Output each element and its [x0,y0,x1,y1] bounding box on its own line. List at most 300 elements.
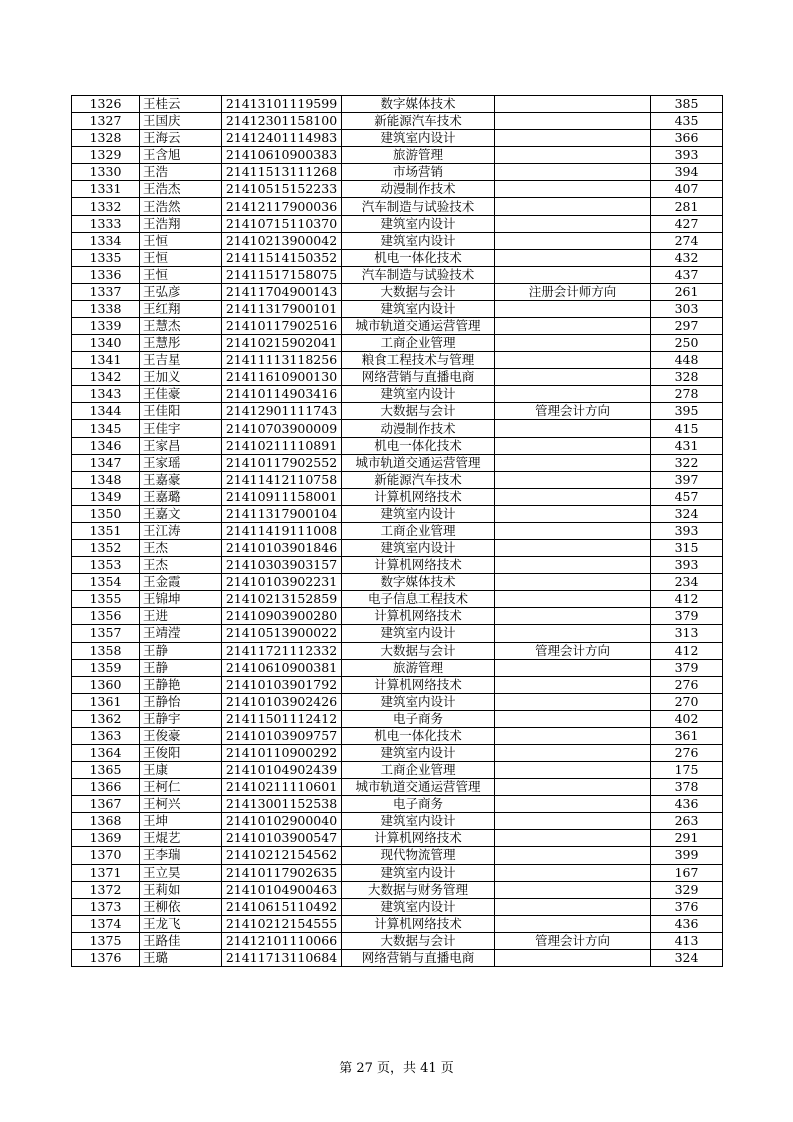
major-cell: 计算机网络技术 [342,676,495,693]
student-name-cell: 王柯兴 [140,796,222,813]
row-number-cell: 1358 [72,642,140,659]
major-cell: 建筑室内设计 [342,300,495,317]
row-number-cell: 1359 [72,659,140,676]
student-name-cell: 王静怡 [140,693,222,710]
direction-cell [495,591,651,608]
score-cell: 376 [651,898,723,915]
direction-cell [495,335,651,352]
student-name-cell: 王静 [140,642,222,659]
table-row [72,540,723,557]
student-name-cell: 王恒 [140,266,222,283]
exam-id-cell: 21411704900143 [222,283,342,300]
major-cell: 建筑室内设计 [342,864,495,881]
exam-id-cell: 21410103902426 [222,693,342,710]
major-cell: 计算机网络技术 [342,915,495,932]
score-cell: 448 [651,352,723,369]
table-row [72,642,723,659]
exam-id-cell: 21410703900009 [222,420,342,437]
row-number-cell: 1342 [72,369,140,386]
major-cell: 建筑室内设计 [342,693,495,710]
direction-cell: 管理会计方向 [495,932,651,949]
roster-body [72,96,723,967]
major-cell: 现代物流管理 [342,847,495,864]
major-cell: 工商企业管理 [342,762,495,779]
table-row [72,676,723,693]
exam-id-cell: 21410104900463 [222,881,342,898]
direction-cell [495,659,651,676]
row-number-cell: 1356 [72,608,140,625]
table-row [72,522,723,539]
direction-cell [495,181,651,198]
table-row [72,949,723,966]
score-cell: 263 [651,813,723,830]
exam-id-cell: 21410515152233 [222,181,342,198]
direction-cell [495,796,651,813]
major-cell: 大数据与会计 [342,403,495,420]
exam-id-cell: 21410610900383 [222,147,342,164]
row-number-cell: 1330 [72,164,140,181]
exam-id-cell: 21411317900104 [222,505,342,522]
exam-id-cell: 21411501112412 [222,710,342,727]
table-row [72,198,723,215]
student-name-cell: 王柯仁 [140,779,222,796]
exam-id-cell: 21410212154555 [222,915,342,932]
exam-id-cell: 21412301158100 [222,113,342,130]
exam-id-cell: 21410103900547 [222,830,342,847]
table-row [72,249,723,266]
exam-id-cell: 21411713110684 [222,949,342,966]
score-cell: 393 [651,147,723,164]
table-row [72,232,723,249]
student-name-cell: 王恒 [140,249,222,266]
row-number-cell: 1373 [72,898,140,915]
student-name-cell: 王江涛 [140,522,222,539]
row-number-cell: 1357 [72,625,140,642]
direction-cell [495,300,651,317]
major-cell: 大数据与会计 [342,932,495,949]
major-cell: 建筑室内设计 [342,540,495,557]
table-row [72,744,723,761]
major-cell: 计算机网络技术 [342,557,495,574]
score-cell: 322 [651,454,723,471]
row-number-cell: 1350 [72,505,140,522]
student-name-cell: 王靖滢 [140,625,222,642]
student-name-cell: 王桂云 [140,96,222,113]
table-row [72,266,723,283]
direction-cell [495,522,651,539]
table-row [72,96,723,113]
score-cell: 427 [651,215,723,232]
major-cell: 网络营销与直播电商 [342,949,495,966]
score-cell: 436 [651,796,723,813]
table-row [72,369,723,386]
direction-cell [495,949,651,966]
score-cell: 378 [651,779,723,796]
exam-id-cell: 21410114903416 [222,386,342,403]
score-cell: 291 [651,830,723,847]
direction-cell [495,386,651,403]
student-name-cell: 王家瑶 [140,454,222,471]
student-name-cell: 王浩然 [140,198,222,215]
score-cell: 276 [651,676,723,693]
student-name-cell: 王康 [140,762,222,779]
direction-cell [495,215,651,232]
score-cell: 412 [651,591,723,608]
exam-id-cell: 21410117902552 [222,454,342,471]
student-name-cell: 王慧杰 [140,318,222,335]
score-cell: 457 [651,488,723,505]
major-cell: 市场营销 [342,164,495,181]
row-number-cell: 1349 [72,488,140,505]
exam-id-cell: 21412401114983 [222,130,342,147]
table-row [72,659,723,676]
direction-cell [495,608,651,625]
student-name-cell: 王恒 [140,232,222,249]
table-row [72,300,723,317]
student-name-cell: 王杰 [140,540,222,557]
direction-cell [495,574,651,591]
exam-id-cell: 21410211110601 [222,779,342,796]
student-name-cell: 王立昊 [140,864,222,881]
direction-cell [495,198,651,215]
exam-id-cell: 21411513111268 [222,164,342,181]
direction-cell [495,898,651,915]
direction-cell [495,830,651,847]
exam-id-cell: 21410103909757 [222,727,342,744]
table-row [72,881,723,898]
student-name-cell: 王坤 [140,813,222,830]
exam-id-cell: 21410513900022 [222,625,342,642]
table-row [72,403,723,420]
row-number-cell: 1338 [72,300,140,317]
row-number-cell: 1353 [72,557,140,574]
table-row [72,625,723,642]
table-row [72,420,723,437]
table-row [72,864,723,881]
score-cell: 167 [651,864,723,881]
row-number-cell: 1326 [72,96,140,113]
row-number-cell: 1327 [72,113,140,130]
table-row [72,283,723,300]
student-name-cell: 王海云 [140,130,222,147]
student-name-cell: 王莉如 [140,881,222,898]
exam-id-cell: 21410103901846 [222,540,342,557]
direction-cell [495,540,651,557]
exam-id-cell: 21413101119599 [222,96,342,113]
exam-id-cell: 21411610900130 [222,369,342,386]
row-number-cell: 1331 [72,181,140,198]
row-number-cell: 1370 [72,847,140,864]
exam-id-cell: 21410213152859 [222,591,342,608]
row-number-cell: 1348 [72,471,140,488]
direction-cell [495,249,651,266]
table-row [72,915,723,932]
table-row [72,727,723,744]
student-name-cell: 王嘉文 [140,505,222,522]
roster-table [71,95,723,967]
direction-cell [495,232,651,249]
table-row [72,591,723,608]
row-number-cell: 1361 [72,693,140,710]
student-name-cell: 王浩翔 [140,215,222,232]
table-row [72,454,723,471]
major-cell: 网络营销与直播电商 [342,369,495,386]
table-row [72,762,723,779]
score-cell: 437 [651,266,723,283]
row-number-cell: 1339 [72,318,140,335]
student-name-cell: 王静宇 [140,710,222,727]
table-row [72,796,723,813]
exam-id-cell: 21413001152538 [222,796,342,813]
table-row [72,113,723,130]
direction-cell [495,130,651,147]
table-row [72,386,723,403]
major-cell: 工商企业管理 [342,522,495,539]
score-cell: 394 [651,164,723,181]
row-number-cell: 1328 [72,130,140,147]
exam-id-cell: 21411412110758 [222,471,342,488]
table-row [72,710,723,727]
student-name-cell: 王含旭 [140,147,222,164]
major-cell: 粮食工程技术与管理 [342,352,495,369]
row-number-cell: 1347 [72,454,140,471]
direction-cell [495,352,651,369]
exam-id-cell: 21410103902231 [222,574,342,591]
exam-id-cell: 21410903900280 [222,608,342,625]
score-cell: 385 [651,96,723,113]
major-cell: 大数据与会计 [342,642,495,659]
score-cell: 276 [651,744,723,761]
major-cell: 计算机网络技术 [342,488,495,505]
student-name-cell: 王加义 [140,369,222,386]
exam-id-cell: 21410615110492 [222,898,342,915]
exam-id-cell: 21410715110370 [222,215,342,232]
score-cell: 250 [651,335,723,352]
row-number-cell: 1333 [72,215,140,232]
row-number-cell: 1363 [72,727,140,744]
student-name-cell: 王焜艺 [140,830,222,847]
row-number-cell: 1344 [72,403,140,420]
major-cell: 建筑室内设计 [342,386,495,403]
score-cell: 324 [651,949,723,966]
table-row [72,830,723,847]
direction-cell [495,420,651,437]
table-row [72,147,723,164]
direction-cell [495,676,651,693]
row-number-cell: 1340 [72,335,140,352]
score-cell: 395 [651,403,723,420]
student-name-cell: 王柳依 [140,898,222,915]
major-cell: 建筑室内设计 [342,813,495,830]
exam-id-cell: 21411514150352 [222,249,342,266]
row-number-cell: 1362 [72,710,140,727]
major-cell: 电子信息工程技术 [342,591,495,608]
student-name-cell: 王家昌 [140,437,222,454]
row-number-cell: 1374 [72,915,140,932]
table-row [72,574,723,591]
direction-cell [495,710,651,727]
direction-cell [495,471,651,488]
direction-cell [495,847,651,864]
score-cell: 324 [651,505,723,522]
table-row [72,693,723,710]
table-row [72,471,723,488]
major-cell: 数字媒体技术 [342,574,495,591]
major-cell: 城市轨道交通运营管理 [342,454,495,471]
student-name-cell: 王嘉璐 [140,488,222,505]
score-cell: 361 [651,727,723,744]
exam-id-cell: 21410213900042 [222,232,342,249]
exam-id-cell: 21410110900292 [222,744,342,761]
row-number-cell: 1334 [72,232,140,249]
major-cell: 建筑室内设计 [342,232,495,249]
major-cell: 电子商务 [342,796,495,813]
table-row [72,932,723,949]
row-number-cell: 1345 [72,420,140,437]
row-number-cell: 1372 [72,881,140,898]
score-cell: 402 [651,710,723,727]
student-name-cell: 王红翔 [140,300,222,317]
student-name-cell: 王国庆 [140,113,222,130]
exam-id-cell: 21410610900381 [222,659,342,676]
student-name-cell: 王金霞 [140,574,222,591]
direction-cell [495,693,651,710]
table-row [72,488,723,505]
row-number-cell: 1360 [72,676,140,693]
row-number-cell: 1366 [72,779,140,796]
direction-cell [495,881,651,898]
score-cell: 328 [651,369,723,386]
student-name-cell: 王李瑞 [140,847,222,864]
score-cell: 432 [651,249,723,266]
exam-id-cell: 21410215902041 [222,335,342,352]
table-row [72,505,723,522]
table-row [72,437,723,454]
table-row [72,181,723,198]
student-name-cell: 王俊阳 [140,744,222,761]
major-cell: 新能源汽车技术 [342,471,495,488]
student-name-cell: 王静 [140,659,222,676]
major-cell: 动漫制作技术 [342,181,495,198]
row-number-cell: 1354 [72,574,140,591]
student-name-cell: 王路佳 [140,932,222,949]
direction-cell [495,266,651,283]
score-cell: 281 [651,198,723,215]
major-cell: 数字媒体技术 [342,96,495,113]
direction-cell [495,727,651,744]
student-name-cell: 王佳宇 [140,420,222,437]
student-name-cell: 王浩 [140,164,222,181]
direction-cell [495,369,651,386]
direction-cell [495,164,651,181]
row-number-cell: 1343 [72,386,140,403]
table-row [72,215,723,232]
score-cell: 313 [651,625,723,642]
score-cell: 393 [651,557,723,574]
table-row [72,608,723,625]
exam-id-cell: 21410102900040 [222,813,342,830]
row-number-cell: 1368 [72,813,140,830]
exam-id-cell: 21410211110891 [222,437,342,454]
score-cell: 379 [651,608,723,625]
score-cell: 413 [651,932,723,949]
major-cell: 旅游管理 [342,147,495,164]
major-cell: 建筑室内设计 [342,505,495,522]
row-number-cell: 1335 [72,249,140,266]
score-cell: 261 [651,283,723,300]
student-name-cell: 王佳阳 [140,403,222,420]
major-cell: 建筑室内设计 [342,215,495,232]
exam-id-cell: 21410303903157 [222,557,342,574]
major-cell: 工商企业管理 [342,335,495,352]
student-name-cell: 王静艳 [140,676,222,693]
direction-cell [495,147,651,164]
major-cell: 动漫制作技术 [342,420,495,437]
direction-cell [495,762,651,779]
direction-cell [495,96,651,113]
exam-id-cell: 21411419111008 [222,522,342,539]
score-cell: 407 [651,181,723,198]
row-number-cell: 1364 [72,744,140,761]
row-number-cell: 1355 [72,591,140,608]
major-cell: 机电一体化技术 [342,437,495,454]
exam-id-cell: 21411721112332 [222,642,342,659]
exam-id-cell: 21411517158075 [222,266,342,283]
score-cell: 297 [651,318,723,335]
exam-id-cell: 21410911158001 [222,488,342,505]
row-number-cell: 1341 [72,352,140,369]
direction-cell [495,505,651,522]
student-name-cell: 王弘彦 [140,283,222,300]
major-cell: 计算机网络技术 [342,830,495,847]
score-cell: 435 [651,113,723,130]
direction-cell [495,318,651,335]
score-cell: 303 [651,300,723,317]
row-number-cell: 1329 [72,147,140,164]
exam-id-cell: 21410104902439 [222,762,342,779]
row-number-cell: 1369 [72,830,140,847]
direction-cell [495,488,651,505]
major-cell: 旅游管理 [342,659,495,676]
major-cell: 建筑室内设计 [342,898,495,915]
table-row [72,164,723,181]
score-cell: 175 [651,762,723,779]
row-number-cell: 1332 [72,198,140,215]
exam-id-cell: 21411113118256 [222,352,342,369]
major-cell: 机电一体化技术 [342,249,495,266]
student-name-cell: 王龙飞 [140,915,222,932]
direction-cell [495,557,651,574]
exam-id-cell: 21412101110066 [222,932,342,949]
direction-cell [495,779,651,796]
row-number-cell: 1367 [72,796,140,813]
major-cell: 汽车制造与试验技术 [342,266,495,283]
student-name-cell: 王佳豪 [140,386,222,403]
score-cell: 278 [651,386,723,403]
student-name-cell: 王吉星 [140,352,222,369]
score-cell: 270 [651,693,723,710]
exam-id-cell: 21410212154562 [222,847,342,864]
student-name-cell: 王俊豪 [140,727,222,744]
score-cell: 379 [651,659,723,676]
exam-id-cell: 21410117902635 [222,864,342,881]
row-number-cell: 1365 [72,762,140,779]
direction-cell [495,437,651,454]
score-cell: 366 [651,130,723,147]
table-row [72,898,723,915]
student-name-cell: 王慧彤 [140,335,222,352]
score-cell: 397 [651,471,723,488]
